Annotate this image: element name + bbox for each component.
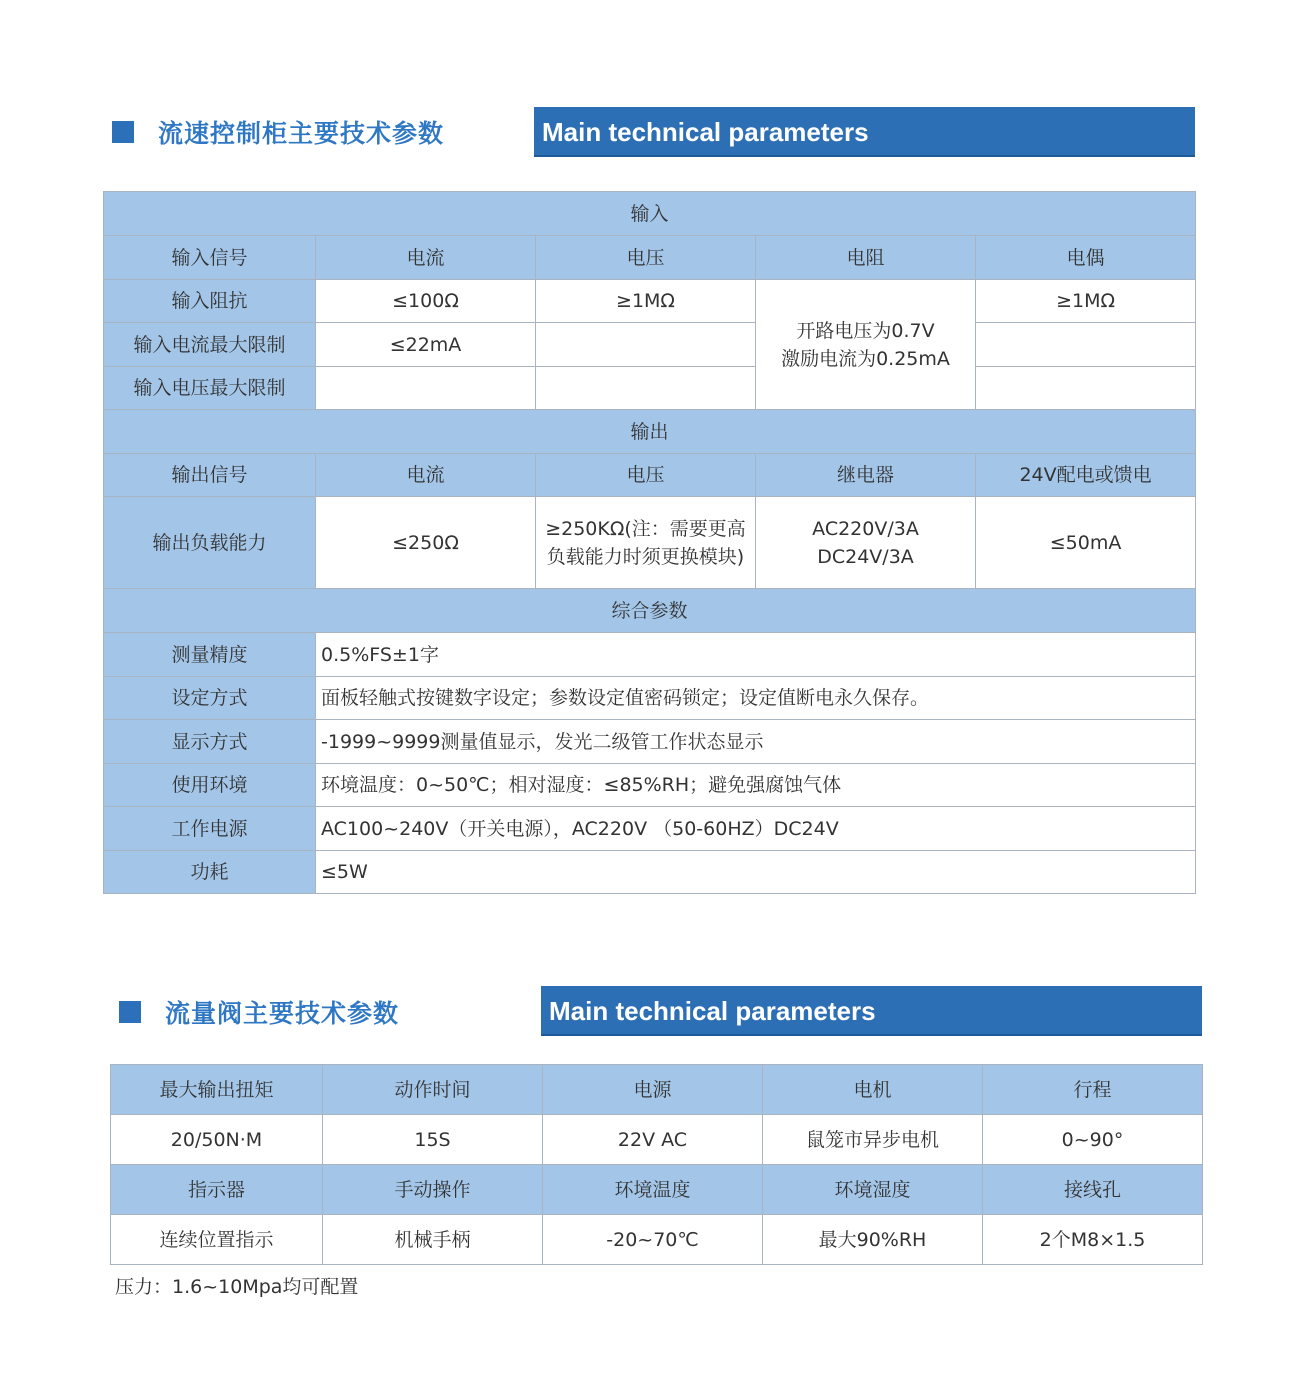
valve-param-header: 环境温度 <box>543 1165 763 1215</box>
general-row-label: 工作电源 <box>104 807 316 851</box>
section1-title-en: Main technical parameters <box>534 107 1195 157</box>
valve-param-header: 电源 <box>543 1065 763 1115</box>
general-row-label: 设定方式 <box>104 677 316 720</box>
input-signal-type: 电阻 <box>756 236 976 280</box>
valve-param-value: 22V AC <box>543 1115 763 1165</box>
general-row-label: 功耗 <box>104 851 316 894</box>
pressure-note: 压力：1.6~10Mpa均可配置 <box>115 1276 359 1298</box>
valve-param-header: 环境湿度 <box>763 1165 983 1215</box>
valve-param-header: 电机 <box>763 1065 983 1115</box>
input-impedance-voltage: ≥1MΩ <box>536 280 756 323</box>
resistance-note <box>756 280 976 410</box>
output-load-voltage: ≥250KΩ(注：需要更高负载能力时须更换模块) <box>536 497 756 589</box>
valve-param-value: 15S <box>323 1115 543 1165</box>
valve-param-value: 20/50N·M <box>111 1115 323 1165</box>
section1-title: 流速控制柜主要技术参数 <box>158 119 445 148</box>
valve-param-header: 指示器 <box>111 1165 323 1215</box>
resistance-note-line1: 开路电压为0.7V <box>796 319 935 342</box>
valve-param-value: 鼠笼市异步电机 <box>763 1115 983 1165</box>
empty-cell <box>316 367 536 410</box>
output-signal-type: 继电器 <box>756 454 976 497</box>
valve-param-header: 行程 <box>983 1065 1203 1115</box>
general-header: 综合参数 <box>104 589 1196 633</box>
general-row-value: 面板轻触式按键数字设定；参数设定值密码锁定；设定值断电永久保存。 <box>316 677 1196 720</box>
empty-cell <box>536 323 756 367</box>
valve-param-value: 机械手柄 <box>323 1215 543 1265</box>
valve-param-value: 连续位置指示 <box>111 1215 323 1265</box>
valve-param-value: 最大90%RH <box>763 1215 983 1265</box>
input-signal-label: 输入信号 <box>104 236 316 280</box>
general-row-value: -1999~9999测量值显示，发光二级管工作状态显示 <box>316 720 1196 764</box>
input-signal-type: 电流 <box>316 236 536 280</box>
input-voltage-limit-label: 输入电压最大限制 <box>104 367 316 410</box>
output-signal-type: 24V配电或馈电 <box>976 454 1196 497</box>
general-row-label: 测量精度 <box>104 633 316 677</box>
flow-valve-params-table <box>110 1064 1203 1265</box>
output-header: 输出 <box>104 410 1196 454</box>
input-impedance-label: 输入阻抗 <box>104 280 316 323</box>
valve-param-header: 手动操作 <box>323 1165 543 1215</box>
general-row-value: 环境温度：0~50℃；相对湿度：≤85%RH；避免强腐蚀气体 <box>316 764 1196 807</box>
input-impedance-current: ≤100Ω <box>316 280 536 323</box>
section2-marker <box>119 1001 141 1023</box>
general-row-value: AC100~240V（开关电源），AC220V （50-60HZ）DC24V <box>316 807 1196 851</box>
input-current-limit-label: 输入电流最大限制 <box>104 323 316 367</box>
output-signal-type: 电压 <box>536 454 756 497</box>
valve-param-value: 0~90° <box>983 1115 1203 1165</box>
input-signal-type: 电压 <box>536 236 756 280</box>
output-load-24v: ≤50mA <box>976 497 1196 589</box>
valve-param-value: -20~70℃ <box>543 1215 763 1265</box>
section2-title: 流量阀主要技术参数 <box>165 999 400 1028</box>
empty-cell <box>536 367 756 410</box>
input-impedance-thermocouple: ≥1MΩ <box>976 280 1196 323</box>
empty-cell <box>976 367 1196 410</box>
input-current-limit-current: ≤22mA <box>316 323 536 367</box>
output-load-relay-line1: AC220V/3A <box>812 517 919 540</box>
resistance-note-line2: 激励电流为0.25mA <box>781 347 950 370</box>
section1-marker <box>112 121 134 143</box>
empty-cell <box>976 323 1196 367</box>
output-load-current: ≤250Ω <box>316 497 536 589</box>
output-load-relay-line2: DC24V/3A <box>817 545 914 568</box>
general-row-value: 0.5%FS±1字 <box>316 633 1196 677</box>
output-signal-label: 输出信号 <box>104 454 316 497</box>
general-row-value: ≤5W <box>316 851 1196 894</box>
valve-param-value: 2个M8×1.5 <box>983 1215 1203 1265</box>
input-signal-type: 电偶 <box>976 236 1196 280</box>
control-cabinet-params-table <box>103 191 1196 894</box>
input-header: 输入 <box>104 192 1196 236</box>
output-signal-type: 电流 <box>316 454 536 497</box>
general-row-label: 显示方式 <box>104 720 316 764</box>
section2-title-en: Main technical parameters <box>541 986 1202 1036</box>
valve-param-header: 动作时间 <box>323 1065 543 1115</box>
output-load-relay <box>756 497 976 589</box>
output-load-label: 输出负载能力 <box>104 497 316 589</box>
valve-param-header: 最大输出扭矩 <box>111 1065 323 1115</box>
valve-param-header: 接线孔 <box>983 1165 1203 1215</box>
general-row-label: 使用环境 <box>104 764 316 807</box>
